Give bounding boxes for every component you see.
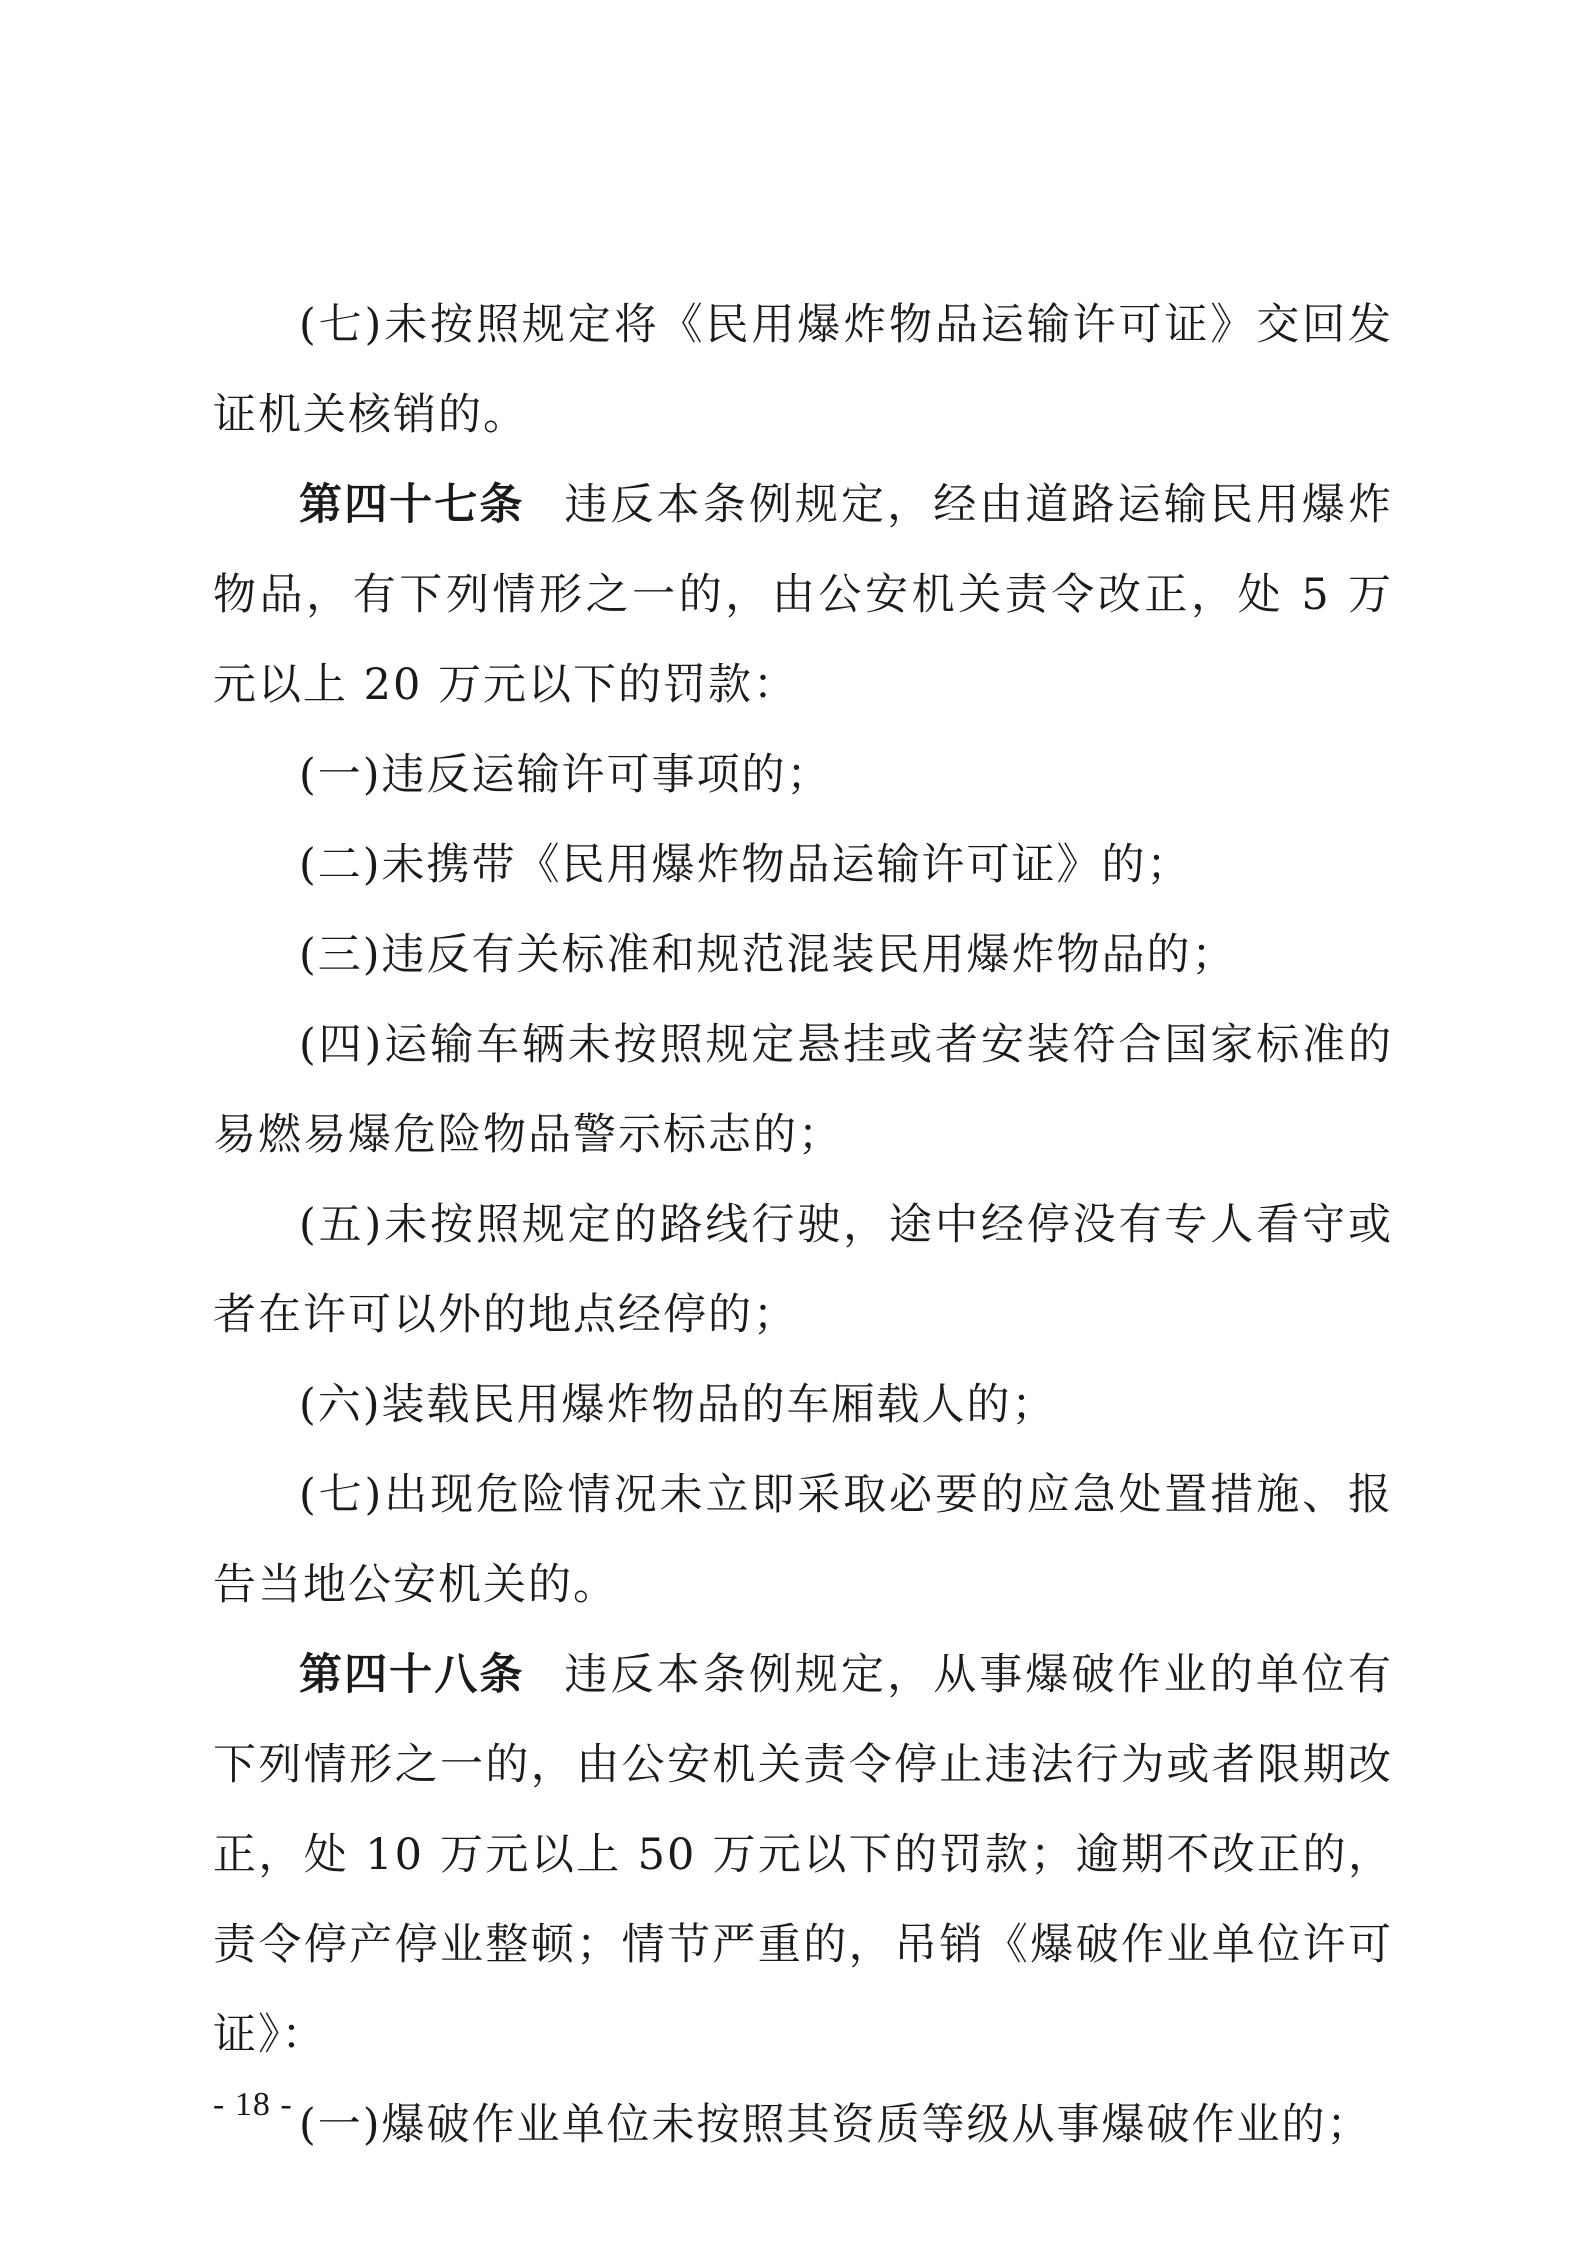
paragraph [213,820,1393,910]
paragraph-text: 违反本条例规定，从事爆破作业的单位有下列情形之一的，由公安机关责令停止违法行为或者限期改正，处 10 万元以上 50 万元以下的罚款；逾期不改正的，责令停产停业整顿；情节严重的，吊销《爆破作业单位许可证》： [213,1650,1394,2060]
paragraph-text: (三)违反有关标准和规范混装民用爆炸物品的； [299,930,1237,980]
page-number: - 18 - [213,2086,293,2123]
paragraph [213,1450,1393,1630]
document-body [213,280,1393,2170]
article-paragraph [213,460,1393,730]
paragraph [213,730,1393,820]
paragraph-text: (六)装载民用爆炸物品的车厢载人的； [299,1380,1057,1430]
paragraph-text: (七)未按照规定将《民用爆炸物品运输许可证》交回发证机关核销的。 [213,300,1393,440]
paragraph [213,280,1393,460]
paragraph-text: (四)运输车辆未按照规定悬挂或者安装符合国家标准的易燃易爆危险物品警示标志的； [213,1020,1393,1160]
paragraph-text: 违反本条例规定，经由道路运输民用爆炸物品，有下列情形之一的，由公安机关责令改正，处 5 万元以上 20 万元以下的罚款： [213,480,1394,710]
article-paragraph [213,1630,1393,2080]
paragraph [213,1180,1393,1360]
article-title: 第四十七条 [299,480,525,530]
paragraph [213,1000,1393,1180]
paragraph-text: (一)爆破作业单位未按照其资质等级从事爆破作业的； [299,2100,1372,2150]
paragraph-text: (七)出现危险情况未立即采取必要的应急处置措施、报告当地公安机关的。 [213,1470,1393,1610]
paragraph-text: (一)违反运输许可事项的； [299,750,832,800]
paragraph [213,2080,1393,2170]
article-title: 第四十八条 [299,1650,525,1700]
paragraph [213,910,1393,1000]
paragraph [213,1360,1393,1450]
paragraph-text: (五)未按照规定的路线行驶，途中经停没有专人看守或者在许可以外的地点经停的； [213,1200,1393,1340]
paragraph-text: (二)未携带《民用爆炸物品运输许可证》的； [299,840,1192,890]
